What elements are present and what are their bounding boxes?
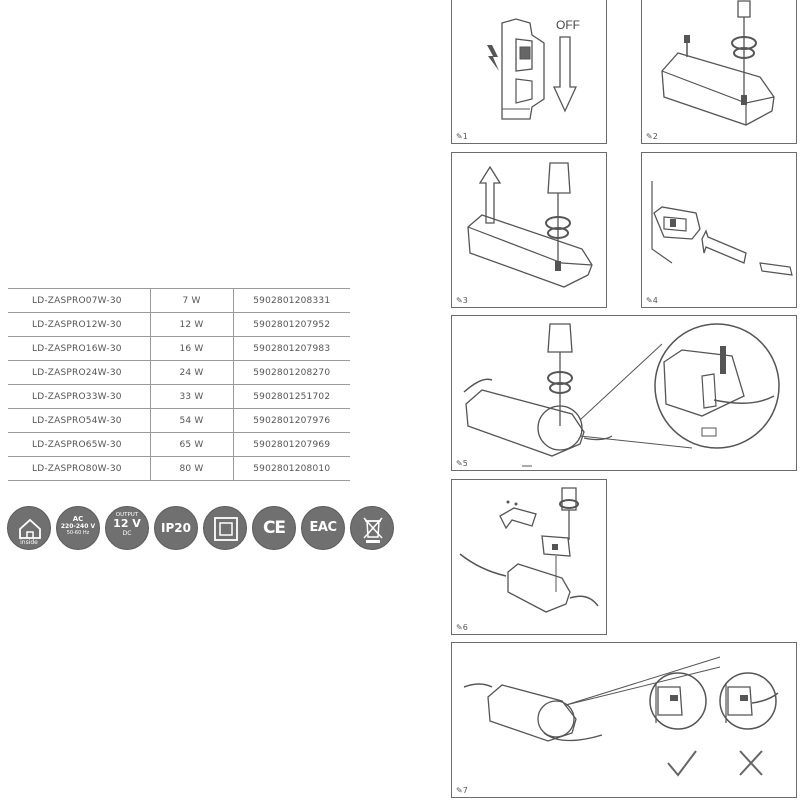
power-cell: 16 W (150, 337, 233, 361)
step-4-panel (641, 152, 797, 308)
ean-cell: 5902801208331 (233, 289, 350, 313)
model-cell: LD-ZASPRO54W-30 (8, 409, 150, 433)
driver-open-illustration (452, 153, 608, 309)
cover-close-illustration (452, 480, 608, 636)
ean-cell: 5902801207983 (233, 337, 350, 361)
power-cell: 7 W (150, 289, 233, 313)
cable-clamp-illustration (452, 316, 798, 472)
step-number: ✎5 (456, 459, 468, 468)
ip20-badge (154, 506, 198, 550)
spec-table (8, 288, 350, 481)
off-label: OFF (556, 18, 580, 32)
model-cell: LD-ZASPRO65W-30 (8, 433, 150, 457)
power-cell: 80 W (150, 457, 233, 481)
lightning-icon (487, 45, 499, 71)
step-3-panel (451, 152, 607, 308)
output-voltage: 12 V (113, 517, 141, 530)
step-6-panel (451, 479, 607, 635)
step-1-panel (451, 0, 607, 144)
weee-badge (350, 506, 394, 550)
table-row (8, 361, 350, 385)
circuit-breaker-illustration (452, 0, 608, 145)
ip-label: IP20 (161, 521, 191, 535)
table-row (8, 289, 350, 313)
ean-cell: 5902801207952 (233, 313, 350, 337)
arrow-icon (480, 167, 500, 223)
step-number: ✎3 (456, 296, 468, 305)
step-number: ✎6 (456, 623, 468, 632)
ce-badge (252, 506, 296, 550)
step-7-panel (451, 642, 797, 798)
step-number: ✎1 (456, 132, 468, 141)
power-cell: 24 W (150, 361, 233, 385)
check-icon (668, 751, 696, 775)
ean-cell: 5902801207976 (233, 409, 350, 433)
ac-label: AC (72, 515, 84, 523)
power-cell: 33 W (150, 385, 233, 409)
driver-cover-illustration (642, 0, 798, 145)
ean-cell: 5902801207969 (233, 433, 350, 457)
ean-cell: 5902801208270 (233, 361, 350, 385)
model-cell: LD-ZASPRO12W-30 (8, 313, 150, 337)
model-cell: LD-ZASPRO33W-30 (8, 385, 150, 409)
output-current: DC (122, 530, 132, 537)
model-cell: LD-ZASPRO16W-30 (8, 337, 150, 361)
table-row (8, 337, 350, 361)
weee-bin-icon (351, 507, 394, 550)
cable-insert-illustration (642, 153, 798, 309)
class-ii-badge (203, 506, 247, 550)
ac-input-badge (56, 506, 100, 550)
step-2-panel (641, 0, 797, 144)
indoor-label: inside (20, 539, 38, 546)
model-cell: LD-ZASPRO07W-30 (8, 289, 150, 313)
power-cell: 65 W (150, 433, 233, 457)
screwdriver-icon (684, 35, 690, 43)
table-row (8, 433, 350, 457)
ce-label: CE (262, 518, 286, 538)
step-number: ✎4 (646, 296, 658, 305)
insulation-class-ii-icon (204, 507, 247, 550)
ean-cell: 5902801208010 (233, 457, 350, 481)
eac-badge (301, 506, 345, 550)
power-cell: 12 W (150, 313, 233, 337)
eac-label: EAC (309, 520, 337, 535)
final-check-illustration (452, 643, 798, 799)
table-row (8, 313, 350, 337)
table-row (8, 385, 350, 409)
model-cell: LD-ZASPRO24W-30 (8, 361, 150, 385)
table-row (8, 409, 350, 433)
power-cell: 54 W (150, 409, 233, 433)
output-label: OUTPUT (115, 512, 139, 518)
table-row (8, 457, 350, 481)
step-number: ✎2 (646, 132, 658, 141)
indoor-use-badge (7, 506, 51, 550)
cross-icon (740, 751, 762, 775)
step-5-panel (451, 315, 797, 471)
output-badge (105, 506, 149, 550)
model-cell: LD-ZASPRO80W-30 (8, 457, 150, 481)
ean-cell: 5902801251702 (233, 385, 350, 409)
step-number: ✎7 (456, 786, 468, 795)
input-frequency: 50-60 Hz (66, 530, 90, 536)
arrow-icon (554, 37, 576, 111)
input-voltage: 220-240 V (60, 523, 96, 530)
arrow-icon (702, 231, 746, 263)
